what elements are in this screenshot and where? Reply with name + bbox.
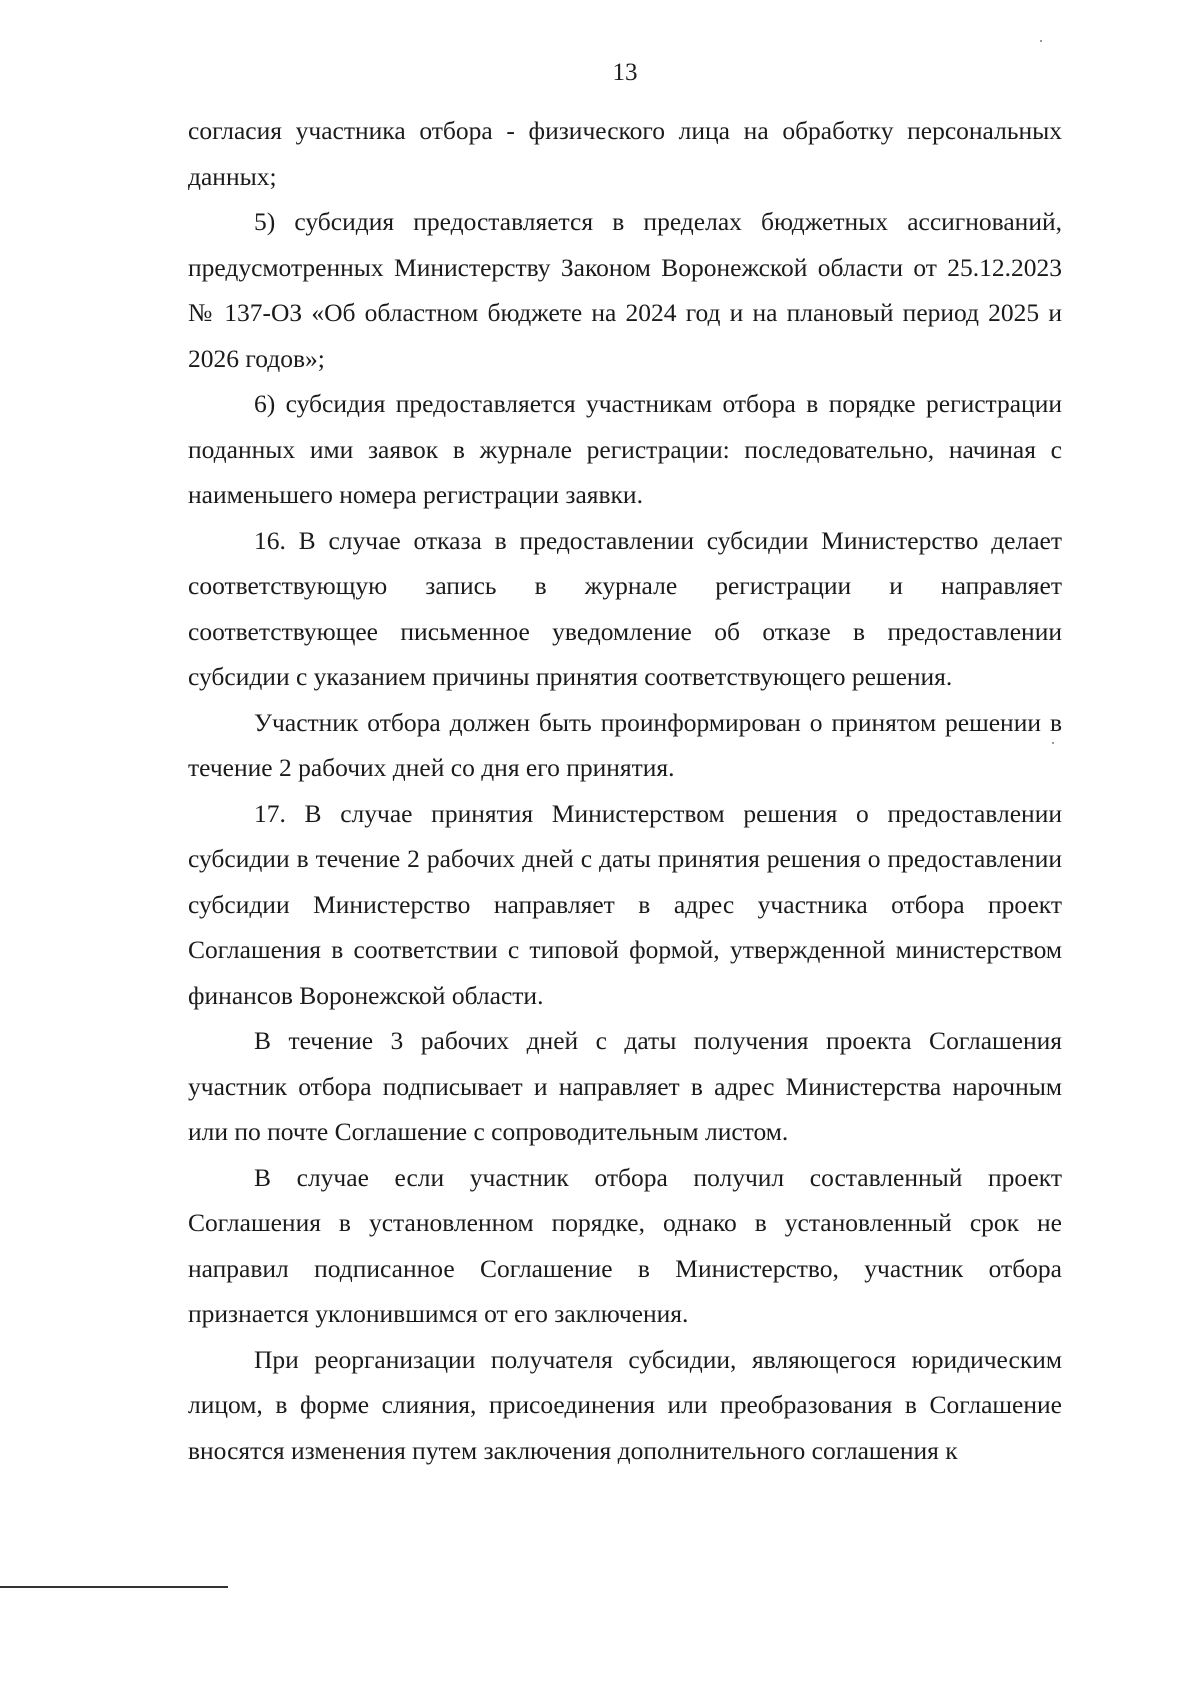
paragraph-section-17: 17. В случае принятия Министерством решения о предоставлении субсидии в течение 2 рабочих дней с даты принятия решения о предоставлении субсидии Министерство направляет в адрес участника отбора проект Соглашения в соответствии с типовой формой, утвержденной министерством финансов Воронежской области. [188, 798, 1062, 1010]
paragraph-reorganization: При реорганизации получателя субсидии, являющегося юридическим лицом, в форме слияния, присоединения или преобразования в Соглашение вносятся изменения путем заключения дополнительного соглашения к [188, 1344, 1062, 1465]
paragraph-signing: В течение 3 рабочих дней с даты получения проекта Соглашения участник отбора подписывает и направляет в адрес Министерства нарочным или по почте Соглашение с сопроводительным листом. [188, 1026, 1062, 1146]
scan-speck [1040, 40, 1042, 42]
paragraph-notification: Участник отбора должен быть проинформирован о принятом решении в течение 2 рабочих дней со дня его принятия. [188, 707, 1062, 782]
paragraph-section-16: 16. В случае отказа в предоставлении субсидии Министерство делает соответствующую запись в журнале регистрации и направляет соответствующее письменное уведомление об отказе в предоставлении субсидии с указанием причины принятия соответствующего решения. [188, 525, 1062, 691]
document-body [188, 108, 1062, 1473]
paragraph-consent: согласия участника отбора - физического лица на обработку персональных данных; [188, 116, 1062, 191]
page-number: 13 [612, 59, 638, 86]
footer-rule [0, 1586, 228, 1588]
paragraph-item-6: 6) субсидия предоставляется участникам отбора в порядке регистрации поданных ими заявок в журнале регистрации: последовательно, начиная с наименьшего номера регистрации заявки. [188, 389, 1062, 509]
paragraph-evasion: В случае если участник отбора получил составленный проект Соглашения в установленном порядке, однако в установленный срок не направил подписанное Соглашение в Министерство, участник отбора признается уклонившимся от его заключения. [188, 1162, 1062, 1328]
paragraph-item-5: 5) субсидия предоставляется в пределах бюджетных ассигнований, предусмотренных Министерству Законом Воронежской области от 25.12.2023 № 137-ОЗ «Об областном бюджете на 2024 год и на плановый период 2025 и 2026 годов»; [188, 207, 1062, 373]
scan-speck [1052, 742, 1054, 744]
